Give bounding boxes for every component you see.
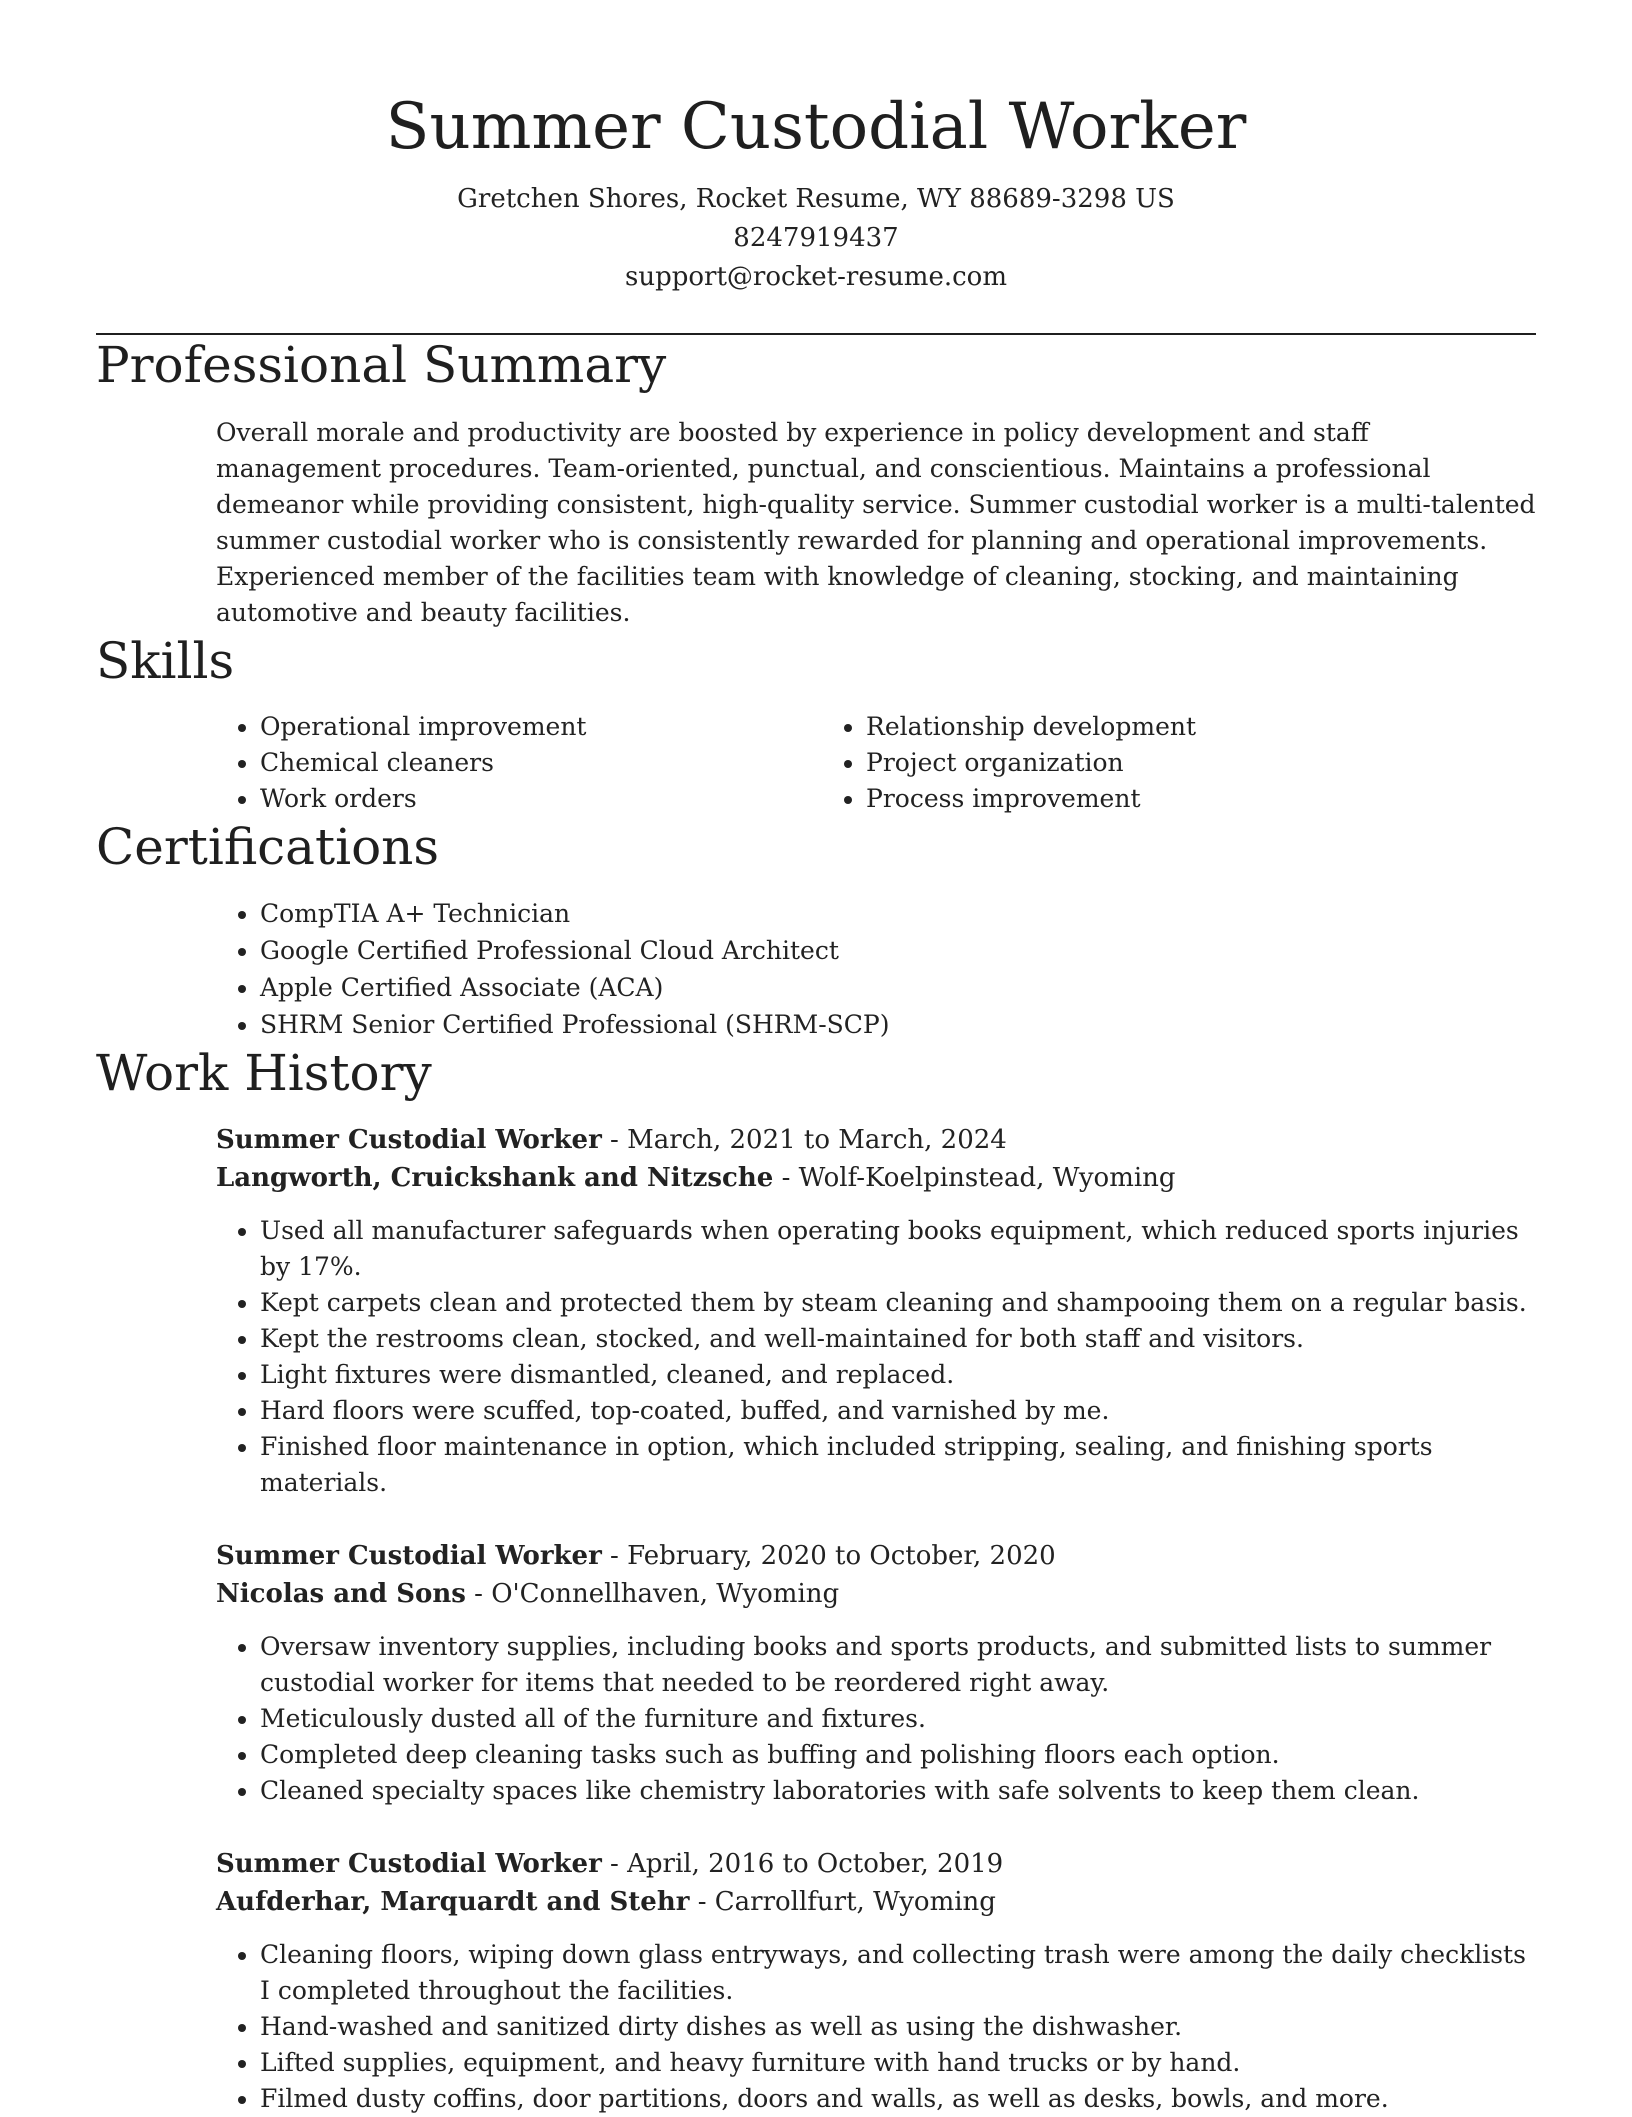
- skill-item: • Project organization: [866, 745, 1428, 781]
- job-role: Summer Custodial Worker: [216, 1541, 602, 1571]
- contact-address: Gretchen Shores, Rocket Resume, WY 88689-3298 US: [457, 184, 1175, 214]
- job-title-line: [216, 1845, 1536, 1883]
- section-heading-summary: Professional Summary: [96, 336, 667, 394]
- job-duty-item: • Kept the restrooms clean, stocked, and well-maintained for both staff and visitors.: [260, 1321, 1536, 1357]
- job-duties: [216, 1629, 1536, 1809]
- job-dates: - March, 2021 to March, 2024: [601, 1125, 1007, 1155]
- section-heading-skills: Skills: [96, 632, 235, 690]
- job-duty-item: • Cleaned specialty spaces like chemistry laboratories with safe solvents to keep them clean.: [260, 1773, 1536, 1809]
- job-location: - Wolf-Koelpinstead, Wyoming: [773, 1163, 1176, 1193]
- job-company: Langworth, Cruickshank and Nitzsche: [216, 1163, 774, 1193]
- job-location: - Carrollfurt, Wyoming: [689, 1887, 996, 1917]
- job-company: Nicolas and Sons: [216, 1579, 466, 1609]
- job-duty-item: • Finished floor maintenance in option, which included stripping, sealing, and finishing sports materials.: [260, 1429, 1536, 1501]
- skills-column-right: [822, 709, 1428, 817]
- job-duty-item: • Cleaning floors, wiping down glass entryways, and collecting trash were among the daily checklists I completed throughout the facilities.: [260, 1937, 1536, 2009]
- job-dates: - April, 2016 to October, 2019: [601, 1849, 1004, 1879]
- job-entry-1: [216, 1121, 1536, 1501]
- certifications-list: [216, 895, 1536, 1043]
- job-duty-item: • Used all manufacturer safeguards when operating books equipment, which reduced sports injuries by 17%.: [260, 1213, 1536, 1285]
- job-duty-item: • Hard floors were scuffed, top-coated, buffed, and varnished by me.: [260, 1393, 1536, 1429]
- job-duty-item: • Filmed dusty coffins, door partitions, doors and walls, as well as desks, bowls, and more.: [260, 2081, 1536, 2117]
- job-duty-item: • Meticulously dusted all of the furniture and fixtures.: [260, 1701, 1536, 1737]
- certification-item: • Apple Certified Associate (ACA): [260, 969, 1536, 1006]
- contact-email: support@rocket-resume.com: [624, 262, 1007, 292]
- job-entry-2: [216, 1537, 1536, 1809]
- job-company-line: [216, 1575, 1536, 1613]
- job-duty-item: • Oversaw inventory supplies, including books and sports products, and submitted lists to summer custodial worker for items that needed to be reordered right away.: [260, 1629, 1536, 1701]
- job-title-line: [216, 1121, 1536, 1159]
- resume-page: [96, 0, 1536, 2117]
- job-title-line: [216, 1537, 1536, 1575]
- skills-column-left: [216, 709, 822, 817]
- skills-list: [216, 709, 1536, 817]
- job-duties: [216, 1937, 1536, 2117]
- job-duty-item: • Completed deep cleaning tasks such as buffing and polishing floors each option.: [260, 1737, 1536, 1773]
- job-role: Summer Custodial Worker: [216, 1849, 602, 1879]
- job-company-line: [216, 1159, 1536, 1197]
- certification-item: • CompTIA A+ Technician: [260, 895, 1536, 932]
- section-heading-work-history: Work History: [96, 1044, 432, 1102]
- summary-text: Overall morale and productivity are boosted by experience in policy development and staff management procedures. Team-oriented, punctual, and conscientious. Maintains a professional demeanor while providing consistent, high-quality service. Summer custodial worker is a multi-talented summer custodial worker who is consistently rewarded for planning and operational improvements. Experienced member of the facilities team with knowledge of cleaning, stocking, and maintaining automotive and beauty facilities.: [216, 418, 1536, 627]
- job-role: Summer Custodial Worker: [216, 1125, 602, 1155]
- skill-item: • Process improvement: [866, 781, 1428, 817]
- job-company-line: [216, 1883, 1536, 1921]
- skill-item: • Chemical cleaners: [260, 745, 822, 781]
- skill-item: • Operational improvement: [260, 709, 822, 745]
- job-duty-item: • Hand-washed and sanitized dirty dishes as well as using the dishwasher.: [260, 2009, 1536, 2045]
- skill-item: • Relationship development: [866, 709, 1428, 745]
- certification-item: • Google Certified Professional Cloud Architect: [260, 932, 1536, 969]
- job-location: - O'Connellhaven, Wyoming: [465, 1579, 840, 1609]
- job-company: Aufderhar, Marquardt and Stehr: [216, 1887, 690, 1917]
- job-dates: - February, 2020 to October, 2020: [601, 1541, 1056, 1571]
- section-heading-certifications: Certifications: [96, 818, 440, 876]
- job-duties: [216, 1213, 1536, 1501]
- resume-name: Summer Custodial Worker: [385, 90, 1247, 164]
- skill-item: • Work orders: [260, 781, 822, 817]
- job-duty-item: • Kept carpets clean and protected them by steam cleaning and shampooing them on a regular basis.: [260, 1285, 1536, 1321]
- job-duty-item: • Light fixtures were dismantled, cleaned, and replaced.: [260, 1357, 1536, 1393]
- job-duty-item: • Lifted supplies, equipment, and heavy furniture with hand trucks or by hand.: [260, 2045, 1536, 2081]
- job-entry-3: [216, 1845, 1536, 2117]
- certification-item: • SHRM Senior Certified Professional (SHRM-SCP): [260, 1006, 1536, 1043]
- contact-info: [96, 180, 1536, 297]
- contact-phone: 8247919437: [733, 223, 899, 253]
